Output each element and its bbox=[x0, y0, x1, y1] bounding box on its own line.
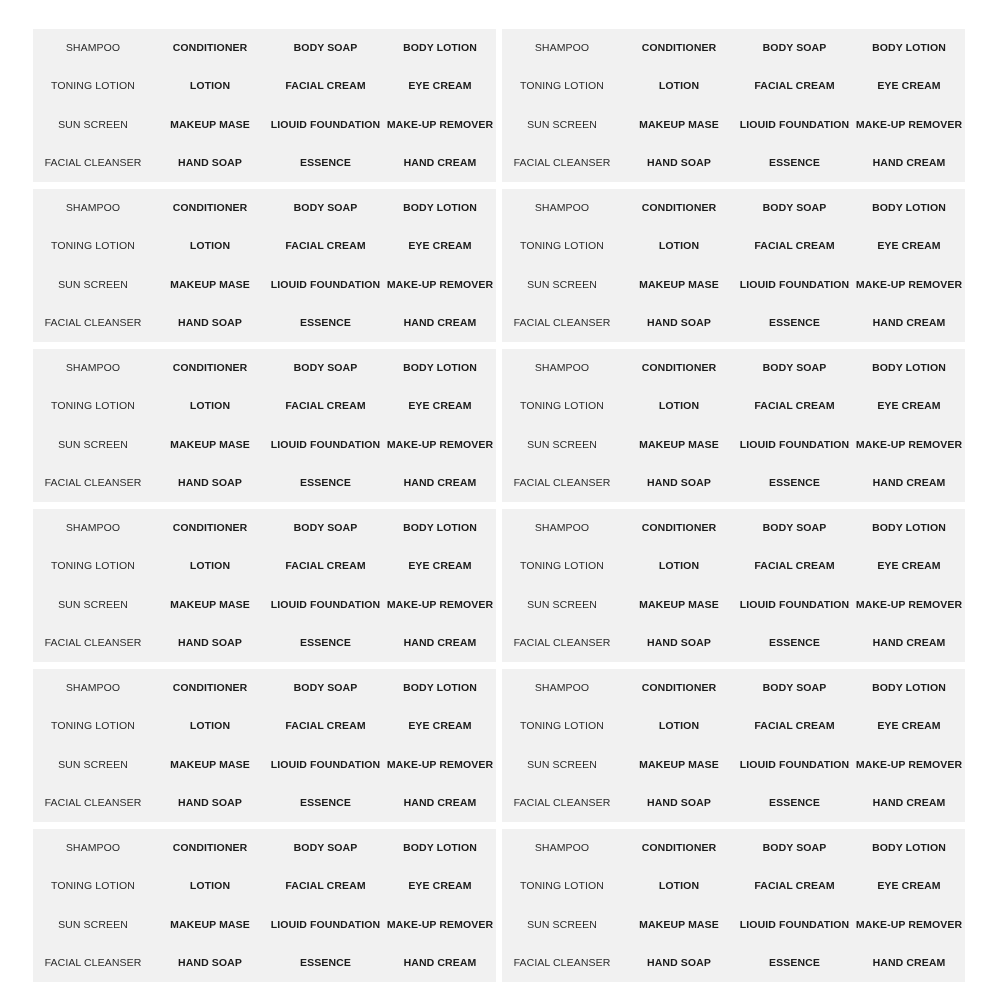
sticker-label: ESSENCE bbox=[300, 316, 351, 329]
sticker-label: LOTION bbox=[189, 400, 231, 413]
sticker-label: BODY LOTION bbox=[403, 202, 477, 215]
label-sheet bbox=[502, 349, 965, 502]
sticker-label: SUN SCREEN bbox=[58, 118, 128, 131]
sticker-label: EYE CREAM bbox=[877, 400, 941, 413]
sticker-label: EYE CREAM bbox=[408, 720, 472, 733]
sticker-label: LOTION bbox=[189, 80, 231, 93]
sticker-label: BODY SOAP bbox=[293, 362, 358, 375]
sticker-label: SHAMPOO bbox=[65, 362, 121, 375]
sticker-label: SHAMPOO bbox=[65, 522, 121, 535]
sticker-label: ESSENCE bbox=[300, 796, 351, 809]
sticker-label: TONING LOTION bbox=[51, 880, 135, 893]
sticker-label: FACIAL CLEANSER bbox=[513, 316, 611, 329]
sticker-label: LIOUID FOUNDATION bbox=[270, 598, 381, 611]
label-sheet bbox=[502, 669, 965, 822]
sticker-label: TONING LOTION bbox=[520, 560, 604, 573]
sticker-label: EYE CREAM bbox=[877, 560, 941, 573]
sticker-label: BODY LOTION bbox=[403, 682, 477, 695]
sticker-label: SUN SCREEN bbox=[527, 918, 597, 931]
sticker-label: HAND SOAP bbox=[178, 476, 242, 489]
sticker-label: LOTION bbox=[189, 720, 231, 733]
sticker-label: HAND SOAP bbox=[178, 156, 242, 169]
label-sheet bbox=[33, 349, 496, 502]
sticker-label: ESSENCE bbox=[769, 316, 820, 329]
sticker-label: FACIAL CREAM bbox=[754, 560, 835, 573]
sticker-label: BODY LOTION bbox=[403, 42, 477, 55]
sticker-label: BODY LOTION bbox=[872, 842, 946, 855]
sticker-label: HAND CREAM bbox=[403, 796, 477, 809]
sticker-label: ESSENCE bbox=[769, 956, 820, 969]
label-sheet bbox=[33, 29, 496, 182]
sticker-label: MAKEUP MASE bbox=[639, 918, 719, 931]
sticker-label: FACIAL CLEANSER bbox=[513, 796, 611, 809]
sticker-label: HAND SOAP bbox=[178, 316, 242, 329]
sticker-label: BODY SOAP bbox=[293, 682, 358, 695]
sticker-label: FACIAL CLEANSER bbox=[513, 476, 611, 489]
sticker-label: FACIAL CLEANSER bbox=[44, 956, 142, 969]
sticker-label: FACIAL CREAM bbox=[754, 880, 835, 893]
sticker-label: HAND SOAP bbox=[647, 636, 711, 649]
sticker-label: TONING LOTION bbox=[520, 400, 604, 413]
sticker-label: EYE CREAM bbox=[408, 400, 472, 413]
sticker-label: LIOUID FOUNDATION bbox=[270, 438, 381, 451]
sticker-label: MAKE-UP REMOVER bbox=[855, 118, 963, 131]
sticker-label: SHAMPOO bbox=[65, 202, 121, 215]
sticker-label: BODY SOAP bbox=[293, 42, 358, 55]
sticker-label: MAKEUP MASE bbox=[639, 598, 719, 611]
sticker-label: SUN SCREEN bbox=[527, 278, 597, 291]
sticker-label: LIOUID FOUNDATION bbox=[739, 278, 850, 291]
sticker-label: MAKE-UP REMOVER bbox=[855, 758, 963, 771]
sticker-label: ESSENCE bbox=[769, 156, 820, 169]
sticker-label: HAND CREAM bbox=[403, 476, 477, 489]
sticker-label: FACIAL CLEANSER bbox=[44, 636, 142, 649]
sticker-label: EYE CREAM bbox=[877, 240, 941, 253]
sticker-label: TONING LOTION bbox=[520, 80, 604, 93]
sticker-label: HAND SOAP bbox=[647, 796, 711, 809]
sticker-label: MAKEUP MASE bbox=[170, 278, 250, 291]
sticker-label: MAKE-UP REMOVER bbox=[855, 438, 963, 451]
sticker-label: SUN SCREEN bbox=[58, 438, 128, 451]
sticker-label: FACIAL CLEANSER bbox=[513, 956, 611, 969]
sticker-label: HAND SOAP bbox=[178, 956, 242, 969]
sticker-label: LIOUID FOUNDATION bbox=[739, 758, 850, 771]
sticker-label: SHAMPOO bbox=[534, 362, 590, 375]
sticker-label: ESSENCE bbox=[769, 796, 820, 809]
sticker-label: MAKEUP MASE bbox=[639, 118, 719, 131]
label-sheet bbox=[33, 829, 496, 982]
sticker-label: SHAMPOO bbox=[534, 522, 590, 535]
sticker-label: BODY LOTION bbox=[403, 362, 477, 375]
sticker-label: SUN SCREEN bbox=[527, 758, 597, 771]
label-sheet bbox=[33, 189, 496, 342]
sticker-label: CONDITIONER bbox=[172, 42, 248, 55]
label-sheet bbox=[502, 189, 965, 342]
sticker-label: TONING LOTION bbox=[51, 240, 135, 253]
sticker-label: LIOUID FOUNDATION bbox=[270, 918, 381, 931]
sticker-label: ESSENCE bbox=[300, 636, 351, 649]
label-sheet bbox=[502, 829, 965, 982]
sticker-label: ESSENCE bbox=[769, 476, 820, 489]
sticker-label: SHAMPOO bbox=[534, 842, 590, 855]
sticker-label: LOTION bbox=[658, 880, 700, 893]
sticker-label: HAND SOAP bbox=[647, 316, 711, 329]
sticker-label: FACIAL CREAM bbox=[285, 560, 366, 573]
label-sheet bbox=[502, 29, 965, 182]
sticker-label: LIOUID FOUNDATION bbox=[270, 758, 381, 771]
sticker-label: BODY SOAP bbox=[293, 202, 358, 215]
sticker-label: BODY LOTION bbox=[872, 682, 946, 695]
sticker-label: TONING LOTION bbox=[520, 240, 604, 253]
sticker-label: FACIAL CLEANSER bbox=[513, 636, 611, 649]
sticker-label: MAKE-UP REMOVER bbox=[386, 758, 494, 771]
sticker-label: SHAMPOO bbox=[534, 42, 590, 55]
sticker-label: HAND CREAM bbox=[403, 156, 477, 169]
sticker-label: FACIAL CREAM bbox=[754, 720, 835, 733]
sticker-label: FACIAL CREAM bbox=[285, 80, 366, 93]
sticker-label: SHAMPOO bbox=[65, 842, 121, 855]
sticker-label: MAKE-UP REMOVER bbox=[386, 918, 494, 931]
sticker-label: HAND CREAM bbox=[872, 956, 946, 969]
sticker-label: CONDITIONER bbox=[641, 202, 717, 215]
sticker-label: FACIAL CREAM bbox=[285, 720, 366, 733]
sticker-label: LOTION bbox=[189, 560, 231, 573]
sticker-label: FACIAL CREAM bbox=[754, 400, 835, 413]
sticker-label: TONING LOTION bbox=[520, 720, 604, 733]
sticker-label: FACIAL CREAM bbox=[285, 240, 366, 253]
sticker-label: LOTION bbox=[658, 80, 700, 93]
sticker-label: EYE CREAM bbox=[408, 880, 472, 893]
sticker-label: MAKE-UP REMOVER bbox=[855, 918, 963, 931]
sticker-label: CONDITIONER bbox=[172, 362, 248, 375]
sticker-label: SUN SCREEN bbox=[527, 118, 597, 131]
sticker-label: BODY SOAP bbox=[762, 682, 827, 695]
sticker-label: HAND SOAP bbox=[178, 796, 242, 809]
sticker-label: HAND SOAP bbox=[647, 156, 711, 169]
sticker-label: BODY SOAP bbox=[762, 842, 827, 855]
sticker-label: MAKEUP MASE bbox=[170, 758, 250, 771]
sticker-label: FACIAL CREAM bbox=[285, 400, 366, 413]
sticker-label: LIOUID FOUNDATION bbox=[739, 438, 850, 451]
label-sheet-grid bbox=[33, 29, 969, 982]
sticker-label: EYE CREAM bbox=[408, 80, 472, 93]
sticker-label: MAKEUP MASE bbox=[639, 438, 719, 451]
sticker-label: BODY SOAP bbox=[762, 42, 827, 55]
sticker-label: MAKEUP MASE bbox=[170, 118, 250, 131]
sticker-label: EYE CREAM bbox=[877, 80, 941, 93]
sticker-label: TONING LOTION bbox=[51, 400, 135, 413]
sticker-label: HAND SOAP bbox=[647, 956, 711, 969]
sticker-label: HAND CREAM bbox=[403, 316, 477, 329]
sticker-label: TONING LOTION bbox=[51, 720, 135, 733]
sticker-label: HAND CREAM bbox=[403, 956, 477, 969]
sticker-label: FACIAL CREAM bbox=[754, 240, 835, 253]
sticker-label: FACIAL CREAM bbox=[285, 880, 366, 893]
sticker-label: EYE CREAM bbox=[877, 880, 941, 893]
sticker-label: LOTION bbox=[189, 880, 231, 893]
sticker-label: BODY SOAP bbox=[762, 362, 827, 375]
sticker-label: SHAMPOO bbox=[65, 42, 121, 55]
sticker-label: MAKE-UP REMOVER bbox=[386, 118, 494, 131]
label-sheet bbox=[33, 509, 496, 662]
sticker-label: MAKE-UP REMOVER bbox=[386, 438, 494, 451]
sticker-label: MAKEUP MASE bbox=[639, 278, 719, 291]
sticker-label: CONDITIONER bbox=[641, 682, 717, 695]
sticker-label: CONDITIONER bbox=[172, 842, 248, 855]
sticker-label: LIOUID FOUNDATION bbox=[739, 118, 850, 131]
sticker-label: MAKE-UP REMOVER bbox=[386, 598, 494, 611]
sticker-label: TONING LOTION bbox=[51, 80, 135, 93]
label-sheet bbox=[33, 669, 496, 822]
sticker-label: FACIAL CLEANSER bbox=[513, 156, 611, 169]
sticker-label: CONDITIONER bbox=[172, 682, 248, 695]
sticker-label: LIOUID FOUNDATION bbox=[739, 598, 850, 611]
sticker-label: LIOUID FOUNDATION bbox=[739, 918, 850, 931]
sticker-label: SUN SCREEN bbox=[58, 598, 128, 611]
sticker-label: HAND CREAM bbox=[872, 636, 946, 649]
sticker-label: BODY LOTION bbox=[872, 42, 946, 55]
sticker-label: MAKEUP MASE bbox=[639, 758, 719, 771]
sticker-label: CONDITIONER bbox=[172, 522, 248, 535]
sticker-label: HAND SOAP bbox=[178, 636, 242, 649]
sticker-label: CONDITIONER bbox=[641, 522, 717, 535]
sticker-label: ESSENCE bbox=[300, 156, 351, 169]
sticker-label: BODY SOAP bbox=[762, 202, 827, 215]
sticker-label: BODY LOTION bbox=[403, 842, 477, 855]
sticker-label: HAND CREAM bbox=[872, 156, 946, 169]
sticker-label: LOTION bbox=[658, 560, 700, 573]
sticker-label: SUN SCREEN bbox=[58, 918, 128, 931]
sticker-label: EYE CREAM bbox=[408, 560, 472, 573]
sticker-label: ESSENCE bbox=[300, 956, 351, 969]
sticker-label: MAKEUP MASE bbox=[170, 598, 250, 611]
sticker-label: MAKE-UP REMOVER bbox=[386, 278, 494, 291]
sticker-label: SUN SCREEN bbox=[527, 438, 597, 451]
sticker-label: SUN SCREEN bbox=[58, 278, 128, 291]
sticker-label: LIOUID FOUNDATION bbox=[270, 118, 381, 131]
sticker-label: TONING LOTION bbox=[520, 880, 604, 893]
sticker-label: CONDITIONER bbox=[641, 42, 717, 55]
sticker-label: BODY LOTION bbox=[872, 362, 946, 375]
sticker-label: SHAMPOO bbox=[534, 202, 590, 215]
sticker-label: SHAMPOO bbox=[65, 682, 121, 695]
sticker-label: CONDITIONER bbox=[641, 842, 717, 855]
sticker-label: ESSENCE bbox=[300, 476, 351, 489]
sticker-label: BODY LOTION bbox=[872, 202, 946, 215]
sticker-label: LOTION bbox=[189, 240, 231, 253]
sticker-label: MAKE-UP REMOVER bbox=[855, 278, 963, 291]
sticker-label: BODY LOTION bbox=[872, 522, 946, 535]
sticker-label: LOTION bbox=[658, 720, 700, 733]
sticker-label: BODY SOAP bbox=[293, 522, 358, 535]
sticker-label: SUN SCREEN bbox=[527, 598, 597, 611]
sticker-label: HAND CREAM bbox=[872, 476, 946, 489]
sticker-label: SHAMPOO bbox=[534, 682, 590, 695]
sticker-label: HAND CREAM bbox=[872, 796, 946, 809]
sticker-label: LIOUID FOUNDATION bbox=[270, 278, 381, 291]
sticker-label: BODY LOTION bbox=[403, 522, 477, 535]
sticker-label: SUN SCREEN bbox=[58, 758, 128, 771]
sticker-label: HAND CREAM bbox=[872, 316, 946, 329]
sticker-label: MAKEUP MASE bbox=[170, 918, 250, 931]
sticker-label: EYE CREAM bbox=[408, 240, 472, 253]
sticker-label: ESSENCE bbox=[769, 636, 820, 649]
sticker-label: HAND CREAM bbox=[403, 636, 477, 649]
sticker-label: TONING LOTION bbox=[51, 560, 135, 573]
sticker-label: FACIAL CLEANSER bbox=[44, 796, 142, 809]
sticker-label: CONDITIONER bbox=[172, 202, 248, 215]
sticker-label: FACIAL CLEANSER bbox=[44, 156, 142, 169]
sticker-label: EYE CREAM bbox=[877, 720, 941, 733]
sticker-label: MAKEUP MASE bbox=[170, 438, 250, 451]
sticker-label: LOTION bbox=[658, 400, 700, 413]
label-sheet bbox=[502, 509, 965, 662]
sticker-label: FACIAL CLEANSER bbox=[44, 316, 142, 329]
sticker-label: FACIAL CLEANSER bbox=[44, 476, 142, 489]
sticker-label: CONDITIONER bbox=[641, 362, 717, 375]
sticker-label: FACIAL CREAM bbox=[754, 80, 835, 93]
sticker-label: BODY SOAP bbox=[762, 522, 827, 535]
sticker-label: HAND SOAP bbox=[647, 476, 711, 489]
sticker-label: LOTION bbox=[658, 240, 700, 253]
sticker-label: BODY SOAP bbox=[293, 842, 358, 855]
sticker-label: MAKE-UP REMOVER bbox=[855, 598, 963, 611]
